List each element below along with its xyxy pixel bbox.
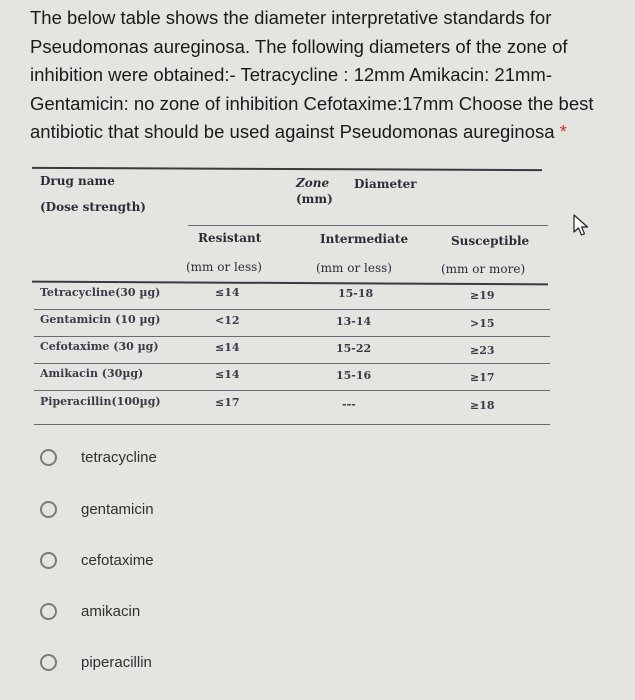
- row-rule: [34, 390, 550, 391]
- option-label: tetracycline: [81, 448, 157, 466]
- option-label: cefotaxime: [81, 551, 154, 569]
- header-intermediate-unit: (mm or less): [316, 261, 392, 275]
- row-drug-gentamicin: Gentamicin (10 µg): [40, 313, 161, 326]
- row-drug-amikacin: Amikacin (30µg): [40, 367, 144, 380]
- susceptibility-table-image: [30, 168, 560, 430]
- header-dose-strength: (Dose strength): [40, 200, 146, 214]
- row-susceptible-gentamicin: >15: [470, 317, 495, 330]
- header-diameter: Diameter: [354, 177, 417, 191]
- header-resistant: Resistant: [198, 231, 262, 245]
- option-amikacin[interactable]: [40, 596, 340, 626]
- header-mm: (mm): [296, 192, 333, 206]
- header-bottom-rule: [32, 281, 548, 286]
- row-susceptible-amikacin: ≥17: [470, 371, 495, 384]
- option-tetracycline[interactable]: [40, 442, 340, 472]
- header-drug-name: Drug name: [40, 174, 115, 188]
- row-intermediate-amikacin: 15-16: [336, 369, 372, 382]
- row-intermediate-tetracycline: 15-18: [338, 287, 374, 300]
- question-text: [30, 4, 620, 147]
- header-susceptible: Susceptible: [451, 234, 530, 248]
- mouse-cursor-icon: [572, 214, 590, 238]
- radio-icon[interactable]: [40, 501, 57, 518]
- header-susceptible-unit: (mm or more): [441, 262, 526, 276]
- header-intermediate: Intermediate: [320, 232, 409, 246]
- row-resistant-piperacillin: ≤17: [215, 396, 240, 409]
- row-intermediate-cefotaxime: 15-22: [336, 342, 372, 355]
- header-zone: Zone: [296, 176, 330, 190]
- radio-icon[interactable]: [40, 449, 57, 466]
- row-susceptible-tetracycline: ≥19: [470, 289, 495, 302]
- row-rule: [34, 363, 550, 364]
- row-susceptible-cefotaxime: ≥23: [470, 344, 495, 357]
- header-resistant-unit: (mm or less): [186, 260, 262, 274]
- radio-icon[interactable]: [40, 654, 57, 671]
- option-gentamicin[interactable]: [40, 494, 340, 524]
- row-resistant-amikacin: ≤14: [215, 368, 240, 381]
- row-intermediate-gentamicin: 13-14: [336, 315, 372, 328]
- required-marker: *: [559, 121, 567, 142]
- row-resistant-gentamicin: <12: [215, 314, 240, 327]
- radio-icon[interactable]: [40, 603, 57, 620]
- row-susceptible-piperacillin: ≥18: [470, 399, 495, 412]
- row-drug-piperacillin: Piperacillin(100µg): [40, 395, 161, 408]
- row-rule: [34, 336, 550, 337]
- row-drug-tetracycline: Tetracycline(30 µg): [40, 286, 161, 299]
- option-label: amikacin: [81, 602, 141, 620]
- option-label: gentamicin: [81, 500, 154, 518]
- row-resistant-cefotaxime: ≤14: [215, 341, 240, 354]
- row-intermediate-piperacillin: ---: [342, 398, 356, 411]
- table-bottom-rule: [34, 424, 550, 425]
- option-label: piperacillin: [81, 653, 152, 671]
- row-resistant-tetracycline: ≤14: [215, 286, 240, 299]
- table-top-rule: [32, 167, 542, 171]
- row-rule: [34, 309, 550, 310]
- header-sub-rule: [188, 225, 548, 226]
- row-drug-cefotaxime: Cefotaxime (30 µg): [40, 340, 159, 353]
- option-cefotaxime[interactable]: [40, 545, 340, 575]
- radio-icon[interactable]: [40, 552, 57, 569]
- question-body: The below table shows the diameter interpretative standards for Pseudomonas aureginosa. The following diameters of the zone of inhibition were obtained:- Tetracycline : 12mm Amikacin: 21mm- Gentamicin: no zone of inhibition Cefotaxime:17mm Choose the best antibiotic that should be used against Pseudomonas aureginosa: [30, 7, 594, 142]
- option-piperacillin[interactable]: [40, 647, 340, 677]
